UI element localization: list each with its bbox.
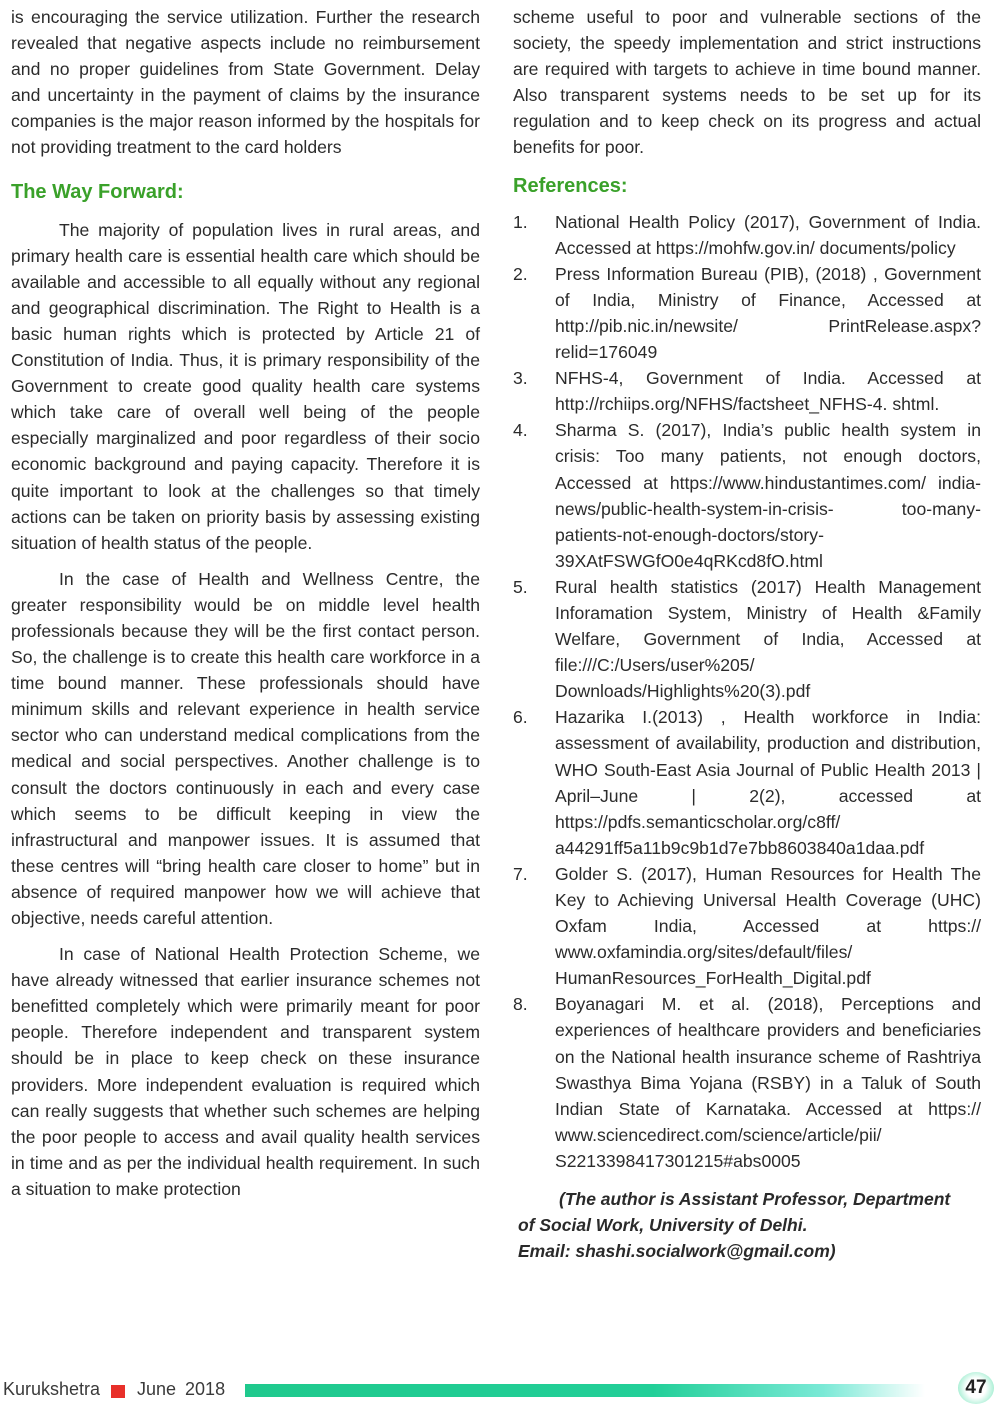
reference-text: Press Information Bureau (PIB), (2018) , Government of India, Ministry of Finance, Accessed at http://pib.nic.in/newsite/ PrintRelease.aspx?relid=176049 [555,263,981,363]
body-paragraph: In the case of Health and Wellness Centre, the greater responsibility would be on middle level health professionals because they will be the first contact person. So, the challenge is to create this health care workforce in a time bound manner. These professionals should have minimum skills and relevant experience in health service sector who can understand medical complications from the medical and social perspectives. Another challenge is to consult the doctors continuously in each and every case which seems to be difficult keeping in view the infrastructural and manpower issues. It is assumed that these centres will “bring health care closer to home” but in absence of required manpower how we will achieve that objective, needs careful attention. [11,568,480,928]
reference-number: 4. [513,420,528,441]
reference-number: 8. [513,994,528,1015]
reference-number: 6. [513,707,528,728]
author-note-line: (The author is Assistant Professor, Department [559,1189,951,1210]
author-note-line: of Social Work, University of Delhi. [518,1215,808,1236]
page-number-badge: 47 [958,1372,994,1404]
spacer [11,556,480,566]
reference-list [513,209,981,1174]
reference-item [513,861,981,991]
left-column [11,4,480,1202]
reference-text: NFHS-4, Government of India. Accessed at http://rchiips.org/NFHS/factsheet_NFHS-4. shtml. [555,368,981,415]
reference-text: Sharma S. (2017), India’s public health system in crisis: Too many patients, not enough doctors, Accessed at https://www.hindustantimes.com/ india-news/public-health-system-in-crisis- too-many-patients-not-enough-doctors/story- 39XAtFSWGfO0e4qRKcd8fO.html [555,420,981,571]
reference-item [513,209,981,261]
reference-number: 3. [513,368,528,389]
right-column [513,4,981,1264]
reference-item [513,574,981,704]
reference-text: National Health Policy (2017), Government of India. Accessed at https://mohfw.gov.in/ documents/policy [555,211,981,258]
magazine-name: Kurukshetra [3,1379,101,1399]
body-paragraph: scheme useful to poor and vulnerable sections of the society, the speedy implementation and strict instructions are required with targets to achieve in time bound manner. Also transparent systems needs to be set up for its regulation and to keep check on its progress and actual benefits for poor. [513,7,981,158]
author-email: Email: shashi.socialwork@gmail.com) [518,1241,836,1262]
reference-number: 7. [513,863,528,884]
reference-text: Golder S. (2017), Human Resources for Health The Key to Achieving Universal Health Coverage (UHC) Oxfam India, Accessed at https:// www.oxfamindia.org/sites/default/files/ HumanResources_ForHealth_Digital.pdf [555,863,981,989]
reference-text: Boyanagari M. et al. (2018), Perceptions and experiences of healthcare providers and beneficiaries on the National health insurance scheme of Rashtriya Swasthya Bima Yojana (RSBY) in a Taluk of South Indian State of Karnataka. Accessed at https:// www.sciencedirect.com/science/article/pii/ S2213398417301215#abs0005 [555,994,981,1171]
body-paragraph: In case of National Health Protection Scheme, we have already witnessed that earlier insurance schemes not benefitted completely which were primarily meant for poor people. Therefore independent and transparent system should be in place to keep check on these insurance providers. More independent evaluation is required which can really suggests that whether such schemes are helping the poor people to access and avail quality health services in time and as per the individual health requirement. In such a situation to make protection [11,944,480,1199]
spacer [11,931,480,941]
body-paragraph: The majority of population lives in rural areas, and primary health care is essential health care which should be available and accessible to all equally without any regional and geographical discrimination. The Right to Health is a basic human rights which is protected by Article 21 of Constitution of India. Thus, it is primary responsibility of the Government to create good quality health care systems which take care of overall well being of the people especially marginalized and poor regardless of their socio economic background and paying capacity. Therefore it is quite important to look at the challenges so that timely actions can be taken on priority basis by assessing existing situation of health status of the people. [11,219,480,553]
issue-date: June 2018 [137,1379,226,1399]
reference-item [513,704,981,861]
reference-item [513,261,981,365]
red-square-icon [111,1385,125,1398]
reference-item [513,991,981,1174]
reference-number: 2. [513,263,528,284]
reference-number: 1. [513,211,528,232]
body-paragraph: is encouraging the service utilization. Further the research revealed that negative aspects include no reimbursement and no proper guidelines from State Government. Delay and uncertainty in the payment of claims by the insurance companies is the major reason informed by the hospitals for not providing treatment to the card holders [11,7,480,158]
page-footer [0,1376,1000,1406]
author-note [513,1186,981,1264]
reference-text: Rural health statistics (2017) Health Management Inforamation System, Ministry of Health &Family Welfare, Government of India, Accessed at file:///C:/Users/user%205/ Downloads/Highlights%20(3).pdf [555,576,981,702]
reference-item [513,417,981,574]
reference-item [513,365,981,417]
references-heading: References: [513,174,628,197]
reference-text: Hazarika I.(2013) , Health workforce in India: assessment of availability, production and distribution, WHO South-East Asia Journal of Public Health 2013 | April–June | 2(2), accessed at https://pdfs.semanticscholar.org/c8ff/ a44291ff5a11b9c9b1d7e7bb8603840a1daa.pdf [555,707,981,858]
footer-gradient-bar [245,1384,925,1397]
section-heading: The Way Forward: [11,180,184,203]
reference-number: 5. [513,576,528,597]
